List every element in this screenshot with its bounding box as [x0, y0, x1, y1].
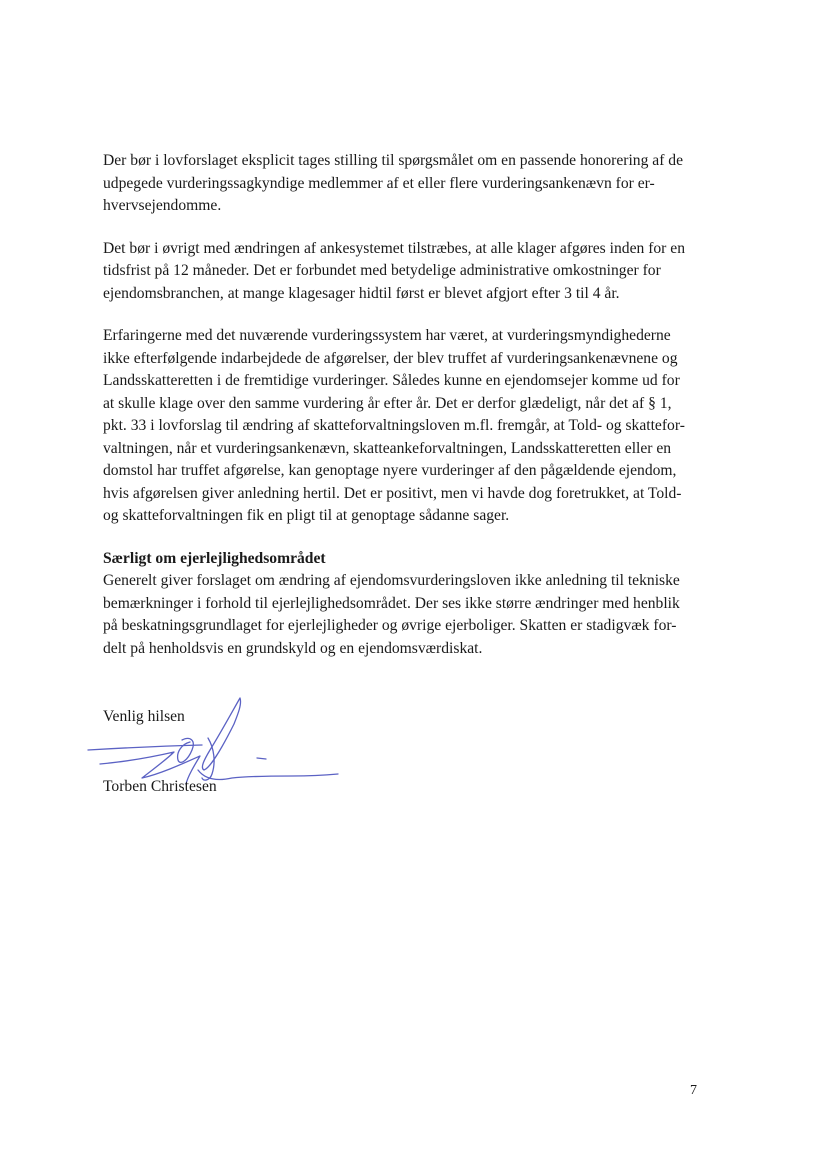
- text-line: valtningen, når et vurderingsankenævn, skatteankeforvaltningen, Landsskatteretten eller en: [103, 439, 672, 457]
- text-line: domstol har truffet afgørelse, kan genoptage nyere vurderinger af den pågældende ejendom,: [103, 462, 677, 479]
- text-line: hvis afgørelsen giver anledning hertil. Det er positivt, men vi havde dog foretrukket, at Told-: [103, 484, 682, 502]
- section-heading: Særligt om ejerlejlighedsområdet: [103, 549, 326, 567]
- text-line: bemærkninger i forhold til ejerlejlighedsområdet. Der ses ikke større ændringer med henblik: [103, 594, 680, 612]
- text-line: Generelt giver forslaget om ændring af ejendomsvurderingsloven ikke anledning til tekniske: [103, 572, 680, 589]
- text-line: Landsskatteretten i de fremtidige vurderinger. Således kunne en ejendomsejer komme ud for: [103, 372, 680, 389]
- text-line: Erfaringerne med det nuværende vurderingssystem har været, at vurderingsmyndighederne: [103, 327, 671, 344]
- text-line: udpegede vurderingssagkyndige medlemmer af et eller flere vurderingsankenævn for er-: [103, 174, 655, 192]
- paragraph-tidsfrist: [103, 238, 733, 306]
- text-line: på beskatningsgrundlaget for ejerlejligheder og øvrige ejerboliger. Skatten er stadigvæk for-: [103, 617, 677, 634]
- paragraph-honorering: [103, 150, 733, 218]
- text-line: Der bør i lovforslaget eksplicit tages stilling til spørgsmålet om en passende honorering af de: [103, 152, 684, 169]
- text-line: ikke efterfølgende indarbejdede de afgørelser, der blev truffet af vurderingsankenævnene og: [103, 349, 678, 367]
- page-number: 7: [690, 1083, 697, 1098]
- text-line: og skatteforvaltningen fik en pligt til at genoptage sådanne sager.: [103, 507, 510, 524]
- closing-greeting: Venlig hilsen: [103, 708, 185, 725]
- letter-body: [103, 150, 733, 680]
- text-line: tidsfrist på 12 måneder. Det er forbundet med betydelige administrative omkostninger for: [103, 262, 661, 279]
- text-line: hvervsejendomme.: [103, 197, 222, 214]
- paragraph-erfaringer: [103, 325, 733, 528]
- text-line: at skulle klage over den samme vurdering år efter år. Det er derfor glædeligt, når det af § 1,: [103, 394, 672, 412]
- text-line: Det bør i øvrigt med ændringen af ankesystemet tilstræbes, at alle klager afgøres inden for en: [103, 239, 685, 257]
- signer-name: Torben Christesen: [103, 778, 217, 795]
- text-line: pkt. 33 i lovforslag til ændring af skatteforvaltningsloven m.fl. fremgår, at Told- og skattefor-: [103, 417, 685, 434]
- section-ejerlejligheder: [103, 548, 733, 661]
- text-line: delt på henholdsvis en grundskyld og en ejendomsværdiskat.: [103, 639, 483, 657]
- text-line: ejendomsbranchen, at mange klagesager hidtil først er blevet afgjort efter 3 til 4 år.: [103, 284, 620, 302]
